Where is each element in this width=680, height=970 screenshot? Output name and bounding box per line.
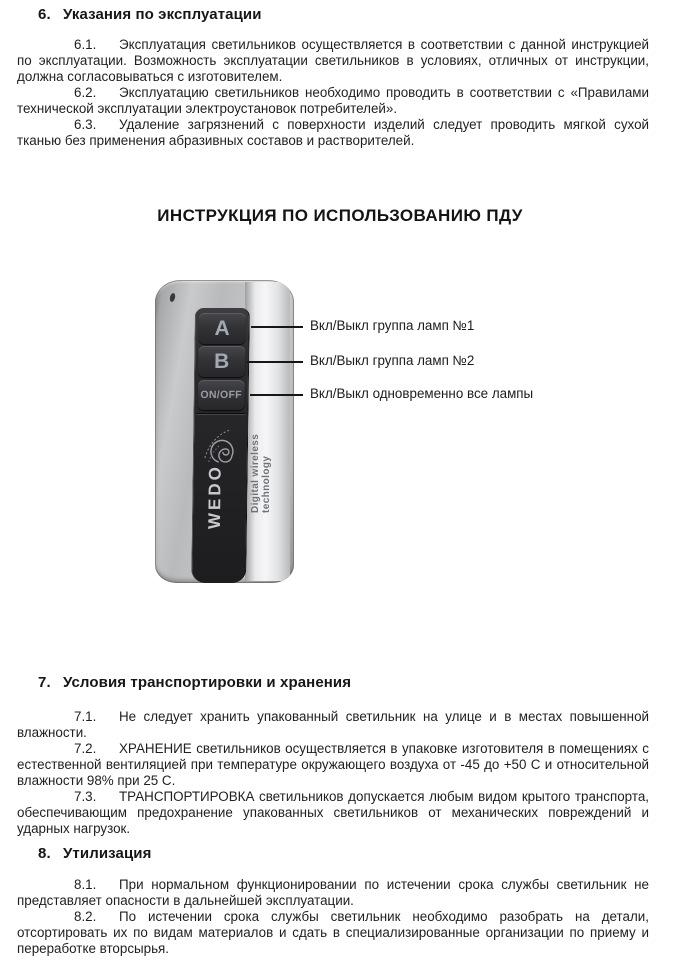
paragraph-6-2 [17, 85, 649, 117]
section-7-title: Условия транспортировки и хранения [63, 674, 352, 691]
pointer-line-3 [250, 394, 303, 396]
paragraph-text: Не следует хранить упакованный светильник на улице и в местах повышенной влажности. [17, 709, 649, 740]
button-b: B [198, 346, 245, 377]
strip-seam [196, 413, 245, 414]
remote-figure [0, 280, 680, 586]
paragraph-text: По истечении срока службы светильник необходимо разобрать на детали, отсортировать их по видам материалов и сдать в специализированные организации по приему и переработке вторсырья. [17, 909, 649, 956]
section-6-title: Указания по эксплуатации [63, 6, 262, 23]
button-on-off: ON/OFF [197, 380, 244, 410]
paragraph-6-1 [17, 37, 649, 85]
pointer-line-2 [247, 361, 303, 363]
section-8-heading [0, 845, 680, 862]
section-8-body [0, 877, 680, 957]
pdu-instruction-heading: ИНСТРУКЦИЯ ПО ИСПОЛЬЗОВАНИЮ ПДУ [157, 206, 523, 225]
paragraph-number: 7.2. [74, 741, 97, 756]
section-6-body [0, 37, 680, 149]
paragraph-number: 7.3. [74, 789, 97, 804]
callout-label-all-lamps: Вкл/Выкл одновременно все лампы [310, 386, 534, 401]
paragraph-6-3 [17, 117, 649, 149]
paragraph-7-1 [17, 709, 649, 741]
paragraph-number: 8.2. [74, 909, 97, 924]
button-a: A [198, 313, 245, 344]
led-indicator [169, 293, 176, 303]
section-7-heading [0, 674, 680, 691]
paragraph-number: 6.3. [74, 117, 97, 132]
paragraph-number: 6.2. [74, 85, 97, 100]
section-7-number: 7. [38, 674, 51, 691]
paragraph-number: 7.1. [74, 709, 97, 724]
paragraph-text: ХРАНЕНИЕ светильников осуществляется в упаковке изготовителя в помещениях с естественной вентиляцией при температуре окружающего воздуха от -45 до +50 С и относительной влажности 98% при 25 С. [17, 741, 649, 788]
remote-button-strip [191, 308, 250, 583]
paragraph-7-2 [17, 741, 649, 789]
paragraph-8-2 [17, 909, 649, 957]
pointer-line-1 [251, 326, 303, 328]
paragraph-text: При нормальном функционировании по истечении срока службы светильник не представляет опасности в дальнейшей эксплуатации. [17, 877, 649, 908]
paragraph-8-1 [17, 877, 649, 909]
section-6-number: 6. [38, 6, 51, 23]
section-8-number: 8. [38, 845, 51, 862]
paragraph-number: 8.1. [74, 877, 97, 892]
section-8-title: Утилизация [63, 845, 152, 862]
paragraph-text: Эксплуатацию светильников необходимо проводить в соответствии с «Правилами технической эксплуатации электроустановок потребителей». [17, 85, 649, 116]
paragraph-number: 6.1. [74, 37, 97, 52]
paragraph-7-3 [17, 789, 649, 837]
remote-side-text: Digital wireless technology [250, 433, 272, 513]
callout-label-group2: Вкл/Выкл группа ламп №2 [310, 353, 475, 368]
paragraph-text: ТРАНСПОРТИРОВКА светильников допускается любым видом крытого транспорта, обеспечивающим предохранение упакованных светильников от механических повреждений и ударных нагрузок. [17, 789, 649, 836]
callout-label-group1: Вкл/Выкл группа ламп №1 [310, 318, 475, 333]
paragraph-text: Эксплуатация светильников осуществляется в соответствии с данной инструкцией по эксплуатации. Возможность эксплуатации светильников в условиях, отличных от инструкции, должна согласовываться с изготовителем. [17, 37, 649, 84]
section-7-body [0, 709, 680, 837]
paragraph-text: Удаление загрязнений с поверхности изделий следует проводить мягкой сухой тканью без применения абразивных составов и растворителей. [17, 117, 649, 148]
wedo-brand: WEDO [204, 464, 225, 530]
section-6-heading [0, 6, 680, 23]
